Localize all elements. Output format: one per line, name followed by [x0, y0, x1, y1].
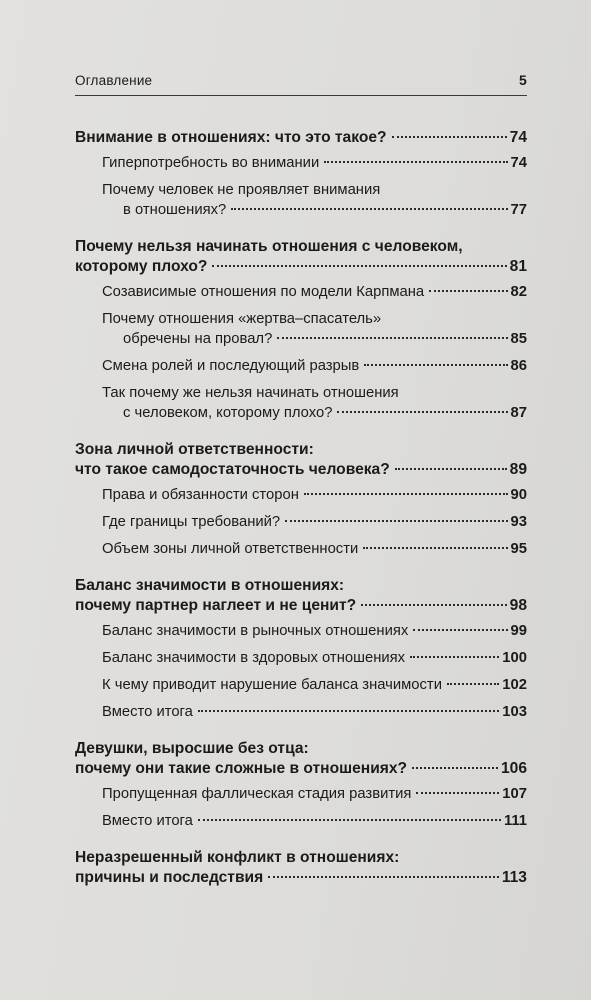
dot-leader — [337, 411, 507, 413]
toc-section[interactable] — [102, 356, 527, 376]
toc-section[interactable] — [102, 153, 527, 173]
dot-leader — [395, 468, 507, 470]
chapter-entry-row[interactable] — [75, 460, 527, 480]
section-title-line: Созависимые отношения по модели Карпмана — [102, 284, 425, 300]
section-title-line: Объем зоны личной ответственности — [102, 541, 359, 557]
page-ref: 74 — [509, 129, 527, 146]
section-title-line: Почему человек не проявляет внимания — [102, 182, 381, 198]
section-list — [75, 153, 527, 220]
dot-leader — [447, 683, 499, 685]
section-entry-row[interactable] — [102, 485, 527, 505]
toc-chapter — [75, 237, 527, 423]
dot-leader — [429, 290, 507, 292]
chapter-title-line: Почему нельзя начинать отношения с человеком, — [75, 238, 463, 255]
chapter-title-line: Девушки, выросшие без отца: — [75, 740, 309, 757]
dot-leader — [304, 493, 508, 495]
table-of-contents — [75, 128, 527, 905]
running-head-title: Оглавление — [75, 73, 153, 88]
section-entry-row[interactable] — [102, 153, 527, 173]
section-title-line: К чему приводит нарушение баланса значимости — [102, 677, 442, 693]
section-entry-row[interactable] — [102, 811, 527, 831]
chapter-entry-row[interactable] — [75, 128, 527, 148]
chapter-title[interactable] — [75, 440, 527, 480]
toc-section[interactable] — [102, 512, 527, 532]
page-ref: 77 — [510, 202, 527, 218]
chapter-entry-row[interactable] — [75, 596, 527, 616]
chapter-entry-row[interactable] — [75, 868, 527, 888]
section-title-line: с человеком, которому плохо? — [123, 405, 333, 421]
section-title-line: Гиперпотребность во внимании — [102, 155, 320, 171]
section-list — [75, 485, 527, 559]
chapter-title-line: причины и последствия — [75, 869, 264, 886]
dot-leader — [198, 710, 499, 712]
toc-section[interactable] — [102, 485, 527, 505]
dot-leader — [268, 876, 499, 878]
toc-section[interactable] — [102, 811, 527, 831]
section-title-line: в отношениях? — [123, 202, 227, 218]
chapter-entry-row[interactable] — [75, 257, 527, 277]
toc-chapter — [75, 440, 527, 559]
page-ref: 90 — [510, 487, 527, 503]
dot-leader — [212, 265, 506, 267]
toc-section[interactable] — [102, 309, 527, 349]
section-entry-row[interactable] — [102, 675, 527, 695]
chapter-title-line: почему партнер наглеет и не ценит? — [75, 597, 357, 614]
chapter-title-line: почему они такие сложные в отношениях? — [75, 760, 408, 777]
page-ref: 89 — [509, 461, 527, 478]
section-entry-row[interactable] — [102, 648, 527, 668]
dot-leader — [416, 792, 499, 794]
page-ref: 98 — [509, 597, 527, 614]
section-entry-row[interactable] — [102, 621, 527, 641]
chapter-title-line: что такое самодостаточность человека? — [75, 461, 390, 478]
toc-section[interactable] — [102, 675, 527, 695]
dot-leader — [231, 208, 507, 210]
dot-leader — [410, 656, 499, 658]
toc-chapter — [75, 739, 527, 831]
section-title-line: Почему отношения «жертва–спасатель» — [102, 311, 382, 327]
dot-leader — [412, 767, 498, 769]
chapter-title[interactable] — [75, 128, 527, 148]
page-ref: 107 — [502, 786, 527, 802]
chapter-title-line: Неразрешенный конфликт в отношениях: — [75, 849, 400, 866]
page-ref: 86 — [510, 358, 527, 374]
toc-section[interactable] — [102, 383, 527, 423]
section-title-line: Смена ролей и последующий разрыв — [102, 358, 360, 374]
dot-leader — [285, 520, 507, 522]
toc-chapter — [75, 128, 527, 220]
section-entry-row[interactable] — [102, 329, 527, 349]
chapter-title[interactable] — [75, 237, 527, 277]
dot-leader — [324, 161, 507, 163]
page-ref: 100 — [502, 650, 527, 666]
page-ref: 113 — [501, 869, 527, 886]
dot-leader — [361, 604, 506, 606]
chapter-entry-row[interactable] — [75, 759, 527, 779]
dot-leader — [277, 337, 507, 339]
page-ref: 106 — [500, 760, 527, 777]
page-ref: 87 — [510, 405, 527, 421]
page-ref: 93 — [510, 514, 527, 530]
section-title-line: Вместо итога — [102, 704, 193, 720]
page-number: 5 — [519, 72, 527, 88]
section-title-line: Баланс значимости в здоровых отношениях — [102, 650, 406, 666]
toc-section[interactable] — [102, 539, 527, 559]
page-ref: 111 — [503, 813, 527, 829]
toc-section[interactable] — [102, 180, 527, 220]
chapter-title-line: Баланс значимости в отношениях: — [75, 577, 345, 594]
toc-section[interactable] — [102, 648, 527, 668]
section-title-line: Пропущенная фаллическая стадия развития — [102, 786, 412, 802]
chapter-title-line: которому плохо? — [75, 258, 208, 275]
chapter-title[interactable] — [75, 848, 527, 888]
section-entry-row[interactable] — [102, 200, 527, 220]
chapter-title[interactable] — [75, 576, 527, 616]
toc-section[interactable] — [102, 702, 527, 722]
toc-section[interactable] — [102, 784, 527, 804]
dot-leader — [198, 819, 501, 821]
section-entry-row[interactable] — [102, 539, 527, 559]
chapter-title-line: Внимание в отношениях: что это такое? — [75, 129, 387, 146]
section-title-line: Вместо итога — [102, 813, 193, 829]
page-ref: 81 — [509, 258, 527, 275]
section-entry-row[interactable] — [102, 784, 527, 804]
section-list — [75, 784, 527, 831]
dot-leader — [363, 547, 507, 549]
page-ref: 74 — [510, 155, 527, 171]
section-title-line: обречены на провал? — [123, 331, 273, 347]
toc-chapter — [75, 576, 527, 722]
section-entry-row[interactable] — [102, 403, 527, 423]
section-title-line: Права и обязанности сторон — [102, 487, 299, 503]
running-head — [75, 72, 527, 88]
section-entry-row[interactable] — [102, 282, 527, 302]
page-ref: 82 — [510, 284, 527, 300]
section-entry-row[interactable] — [102, 356, 527, 376]
page-ref: 85 — [510, 331, 527, 347]
chapter-title-line: Зона личной ответственности: — [75, 441, 314, 458]
section-entry-row[interactable] — [102, 702, 527, 722]
section-list — [75, 282, 527, 423]
section-title-line: Баланс значимости в рыночных отношениях — [102, 623, 409, 639]
page-ref: 95 — [510, 541, 527, 557]
dot-leader — [392, 136, 507, 138]
page-ref: 99 — [510, 623, 527, 639]
dot-leader — [413, 629, 507, 631]
section-list — [75, 621, 527, 722]
toc-chapter — [75, 848, 527, 888]
toc-section[interactable] — [102, 282, 527, 302]
dot-leader — [364, 364, 507, 366]
section-title-line: Где границы требований? — [102, 514, 281, 530]
chapter-title[interactable] — [75, 739, 527, 779]
toc-section[interactable] — [102, 621, 527, 641]
section-title-line: Так почему же нельзя начинать отношения — [102, 385, 399, 401]
section-entry-row[interactable] — [102, 512, 527, 532]
page-ref: 103 — [502, 704, 527, 720]
header-rule — [75, 95, 527, 96]
page-ref: 102 — [502, 677, 527, 693]
